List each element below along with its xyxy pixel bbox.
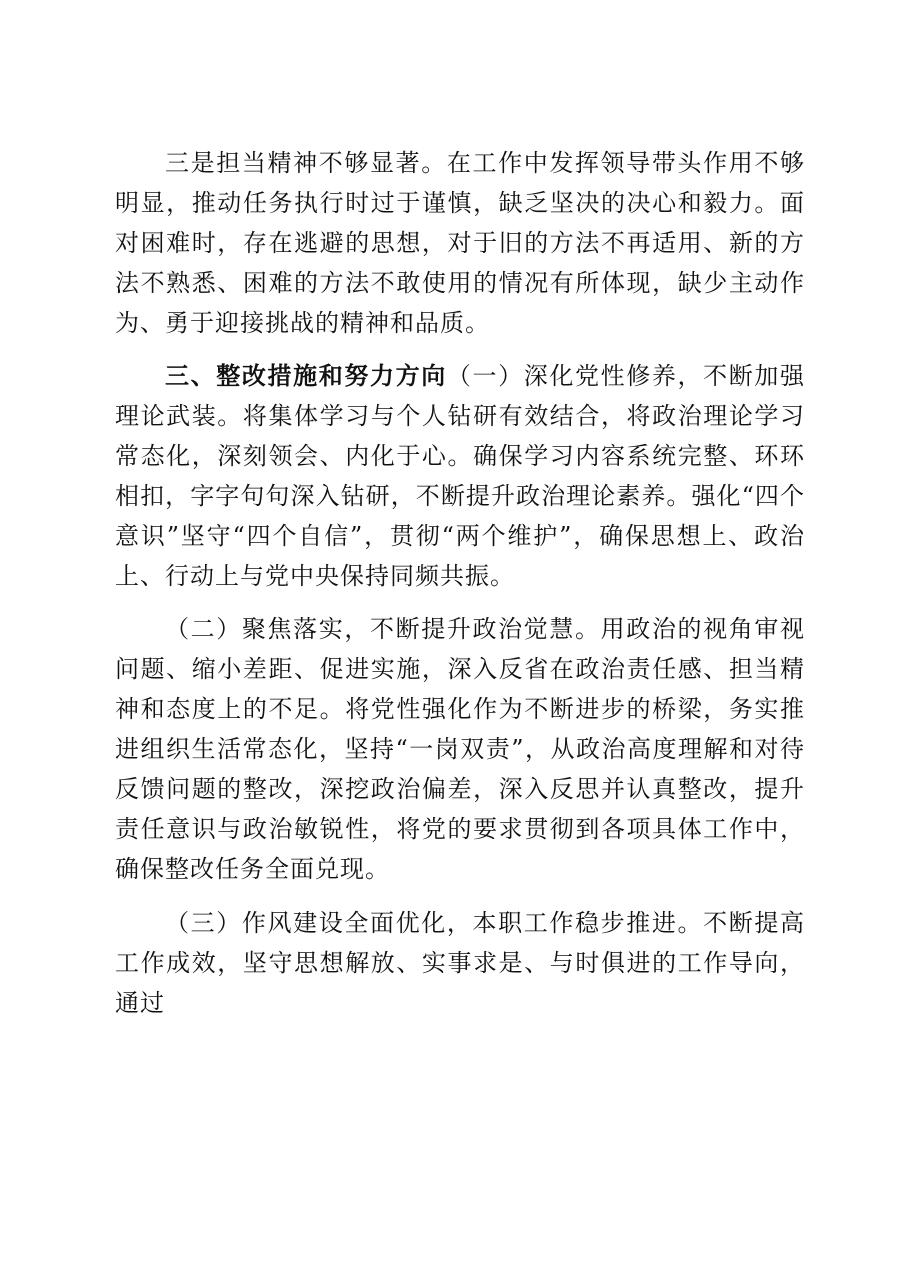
paragraph-work-style [115, 903, 805, 1023]
paragraph-text: （三）作风建设全面优化，本职工作稳步推进。不断提高工作成效，坚守思想解放、实事求是、与时俱进的工作导向，通过 [115, 909, 805, 1017]
paragraph-rectification-measures [115, 356, 805, 596]
paragraph-text: （二）聚焦落实，不断提升政治觉慧。用政治的视角审视问题、缩小差距、促进实施，深入反省在政治责任感、担当精神和态度上的不足。将党性强化作为不断进步的桥梁，务实推进组织生活常态化，坚持“一岗双责”，从政治高度理解和对待反馈问题的整改，深挖政治偏差，深入反思并认真整改，提升责任意识与政治敏锐性，将党的要求贯彻到各项具体工作中，确保整改任务全面兑现。 [115, 615, 805, 883]
paragraph-responsibility-spirit [115, 143, 805, 343]
section-heading: 三、整改措施和努力方向 [165, 362, 447, 390]
paragraph-political-awareness [115, 609, 805, 889]
document-body [115, 143, 805, 1035]
paragraph-text: （一）深化党性修养，不断加强理论武装。将集体学习与个人钻研有效结合，将政治理论学习常态化，深刻领会、内化于心。确保学习内容系统完整、环环相扣，字字句句深入钻研，不断提升政治理论素养。强化“四个意识”坚守“四个自信”，贯彻“两个维护”，确保思想上、政治上、行动上与党中央保持同频共振。 [115, 362, 805, 590]
paragraph-text: 三是担当精神不够显著。在工作中发挥领导带头作用不够明显，推动任务执行时过于谨慎，缺乏坚决的决心和毅力。面对困难时，存在逃避的思想，对于旧的方法不再适用、新的方法不熟悉、困难的方法不敢使用的情况有所体现，缺少主动作为、勇于迎接挑战的精神和品质。 [115, 149, 805, 337]
